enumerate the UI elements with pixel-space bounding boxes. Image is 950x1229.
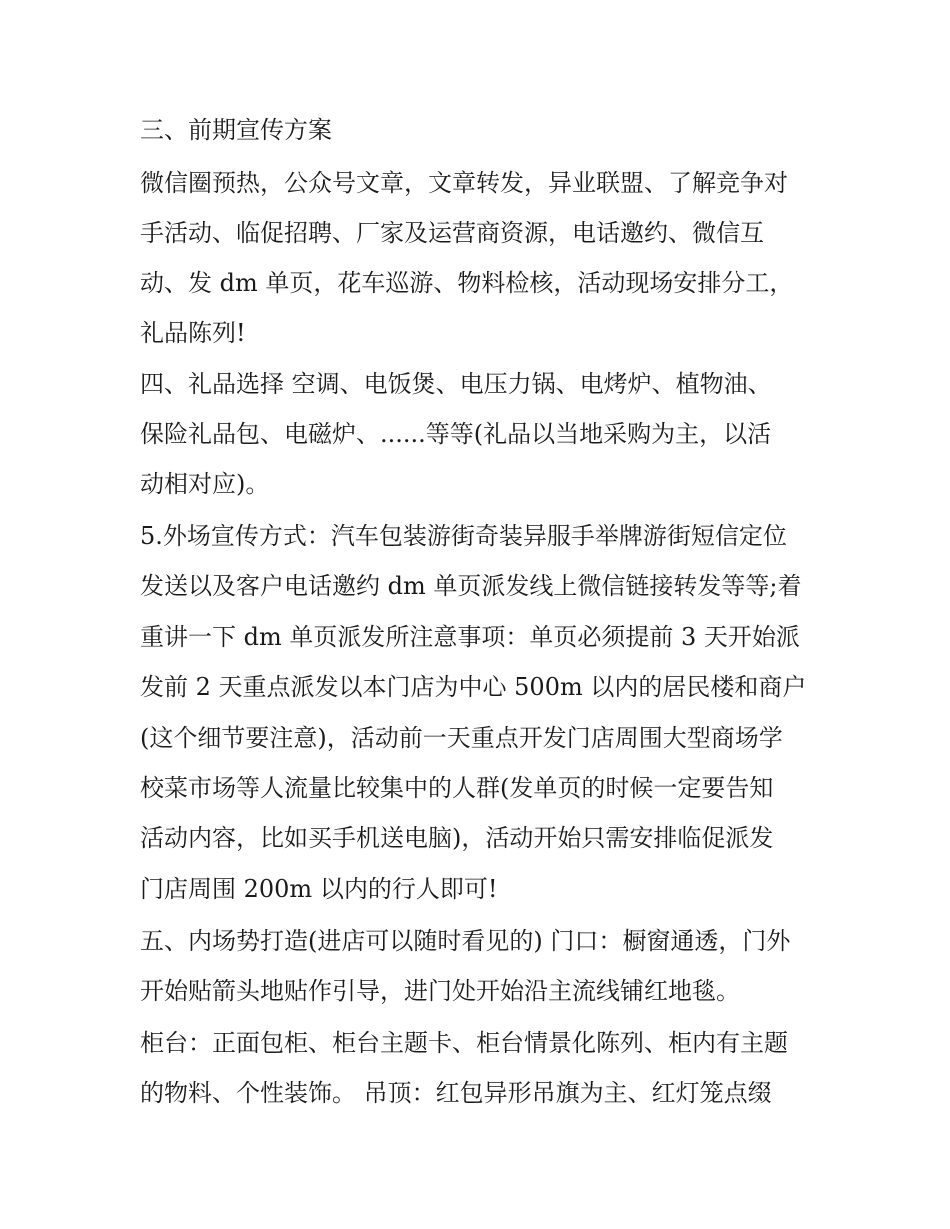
paragraph-line: 发前 2 天重点派发以本门店为中心 500m 以内的居民楼和商户 [140,673,807,701]
paragraph-line: 发送以及客户电话邀约 dm 单页派发线上微信链接转发等等;着 [140,572,802,600]
paragraph-line: 活动内容，比如买手机送电脑)，活动开始只需安排临促派发 [140,824,774,852]
section-heading-4: 四、礼品选择 空调、电饭煲、电压力锅、电烤炉、植物油、 [140,370,772,398]
paragraph-line: (这个细节要注意)，活动前一天重点开发门店周围大型商场学 [140,724,783,752]
paragraph-line: 保险礼品包、电磁炉、......等等(礼品以当地采购为主，以活 [140,420,772,448]
paragraph-line: 动相对应)。 [140,470,270,498]
paragraph-line: 柜台：正面包柜、柜台主题卡、柜台情景化陈列、柜内有主题 [140,1029,788,1057]
paragraph-line: 重讲一下 dm 单页派发所注意事项：单页必须提前 3 天开始派 [140,623,800,651]
paragraph-line: 礼品陈列! [140,319,246,347]
section-heading-3: 三、前期宣传方案 [140,116,332,144]
paragraph-line: 的物料、个性装饰。 吊顶：红包异形吊旗为主、红灯笼点缀 [140,1079,772,1107]
section-heading-5-inner: 五、内场势打造(进店可以随时看见的) 门口：橱窗通透，门外 [140,927,791,955]
paragraph-line: 门店周围 200m 以内的行人即可! [140,875,498,903]
paragraph-line: 动、发 dm 单页，花车巡游、物料检核，活动现场安排分工， [140,269,794,297]
paragraph-line: 开始贴箭头地贴作引导，进门处开始沿主流线铺红地毯。 [140,977,740,1005]
paragraph-line: 校菜市场等人流量比较集中的人群(发单页的时候一定要告知 [140,774,774,802]
section-heading-5: 5.外场宣传方式：汽车包装游街奇装异服手举牌游街短信定位 [140,522,787,550]
paragraph-line: 微信圈预热，公众号文章，文章转发，异业联盟、了解竞争对 [140,169,788,197]
paragraph-line: 手活动、临促招聘、厂家及运营商资源，电话邀约、微信互 [140,219,764,247]
